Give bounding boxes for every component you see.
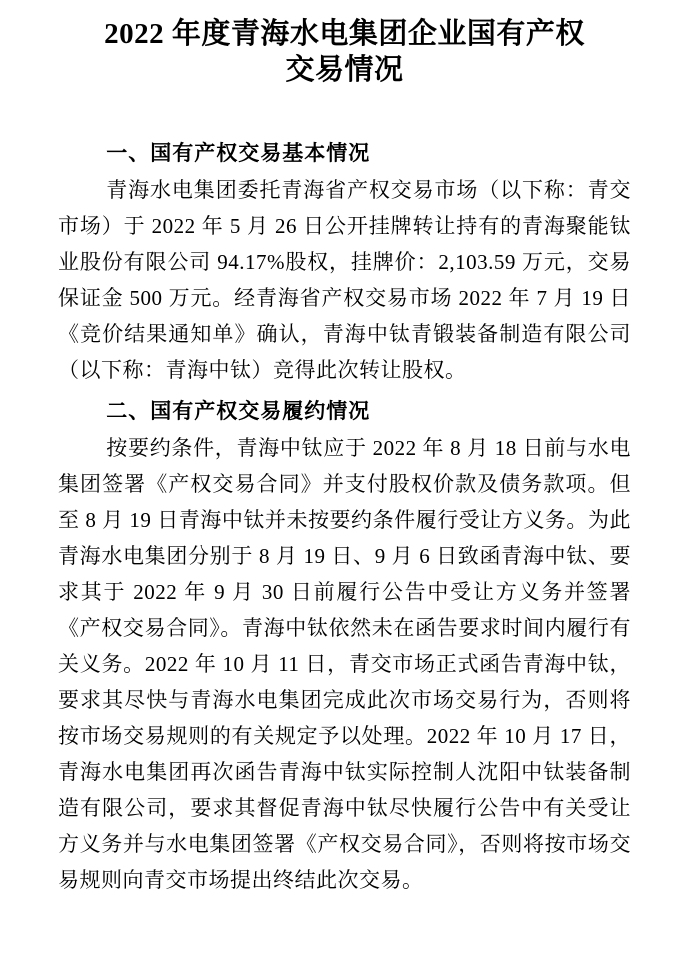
section-heading-basic-situation: 一、国有产权交易基本情况 [106,142,371,165]
section-heading-performance-situation: 二、国有产权交易履约情况 [106,400,371,423]
document-title [58,16,631,88]
paragraph-performance-situation: 按要约条件，青海中钛应于 2022 年 8 月 18 日前与水电集团签署《产权交易合同》并支付股权价款及债务款项。但至 8 月 19 日青海中钛并未按要约条件履行受让方义务。为此青海水电集团分别于 8 月 19 日、9 月 6 日致函青海中钛、要求其于 2022 年 9 月 30 日前履行公告中受让方义务并签署《产权交易合同》。青海中钛依然未在函告要求时间内履行有关义务。2022 年 10 月 11 日，青交市场正式函告青海中钛，要求其尽快与青海水电集团完成此次市场交易行为，否则将按市场交易规则的有关规定予以处理。2022 年 10 月 17 日，青海水电集团再次函告青海中钛实际控制人沈阳中钛装备制造有限公司，要求其督促青海中钛尽快履行公告中有关受让方义务并与水电集团签署《产权交易合同》，否则将按市场交易规则向青交市场提出终结此次交易。 [58,436,631,892]
document-title-line-2: 交易情况 [285,54,404,86]
document-title-line-1: 2022 年度青海水电集团企业国有产权 [104,18,585,50]
paragraph-basic-situation: 青海水电集团委托青海省产权交易市场（以下称：青交市场）于 2022 年 5 月 26 日公开挂牌转让持有的青海聚能钛业股份有限公司 94.17%股权，挂牌价：2,103.59 万元，交易保证金 500 万元。经青海省产权交易市场 2022 年 7 月 19 日《竞价结果通知单》确认，青海中钛青锻装备制造有限公司（以下称：青海中钛）竞得此次转让股权。 [58,178,631,382]
